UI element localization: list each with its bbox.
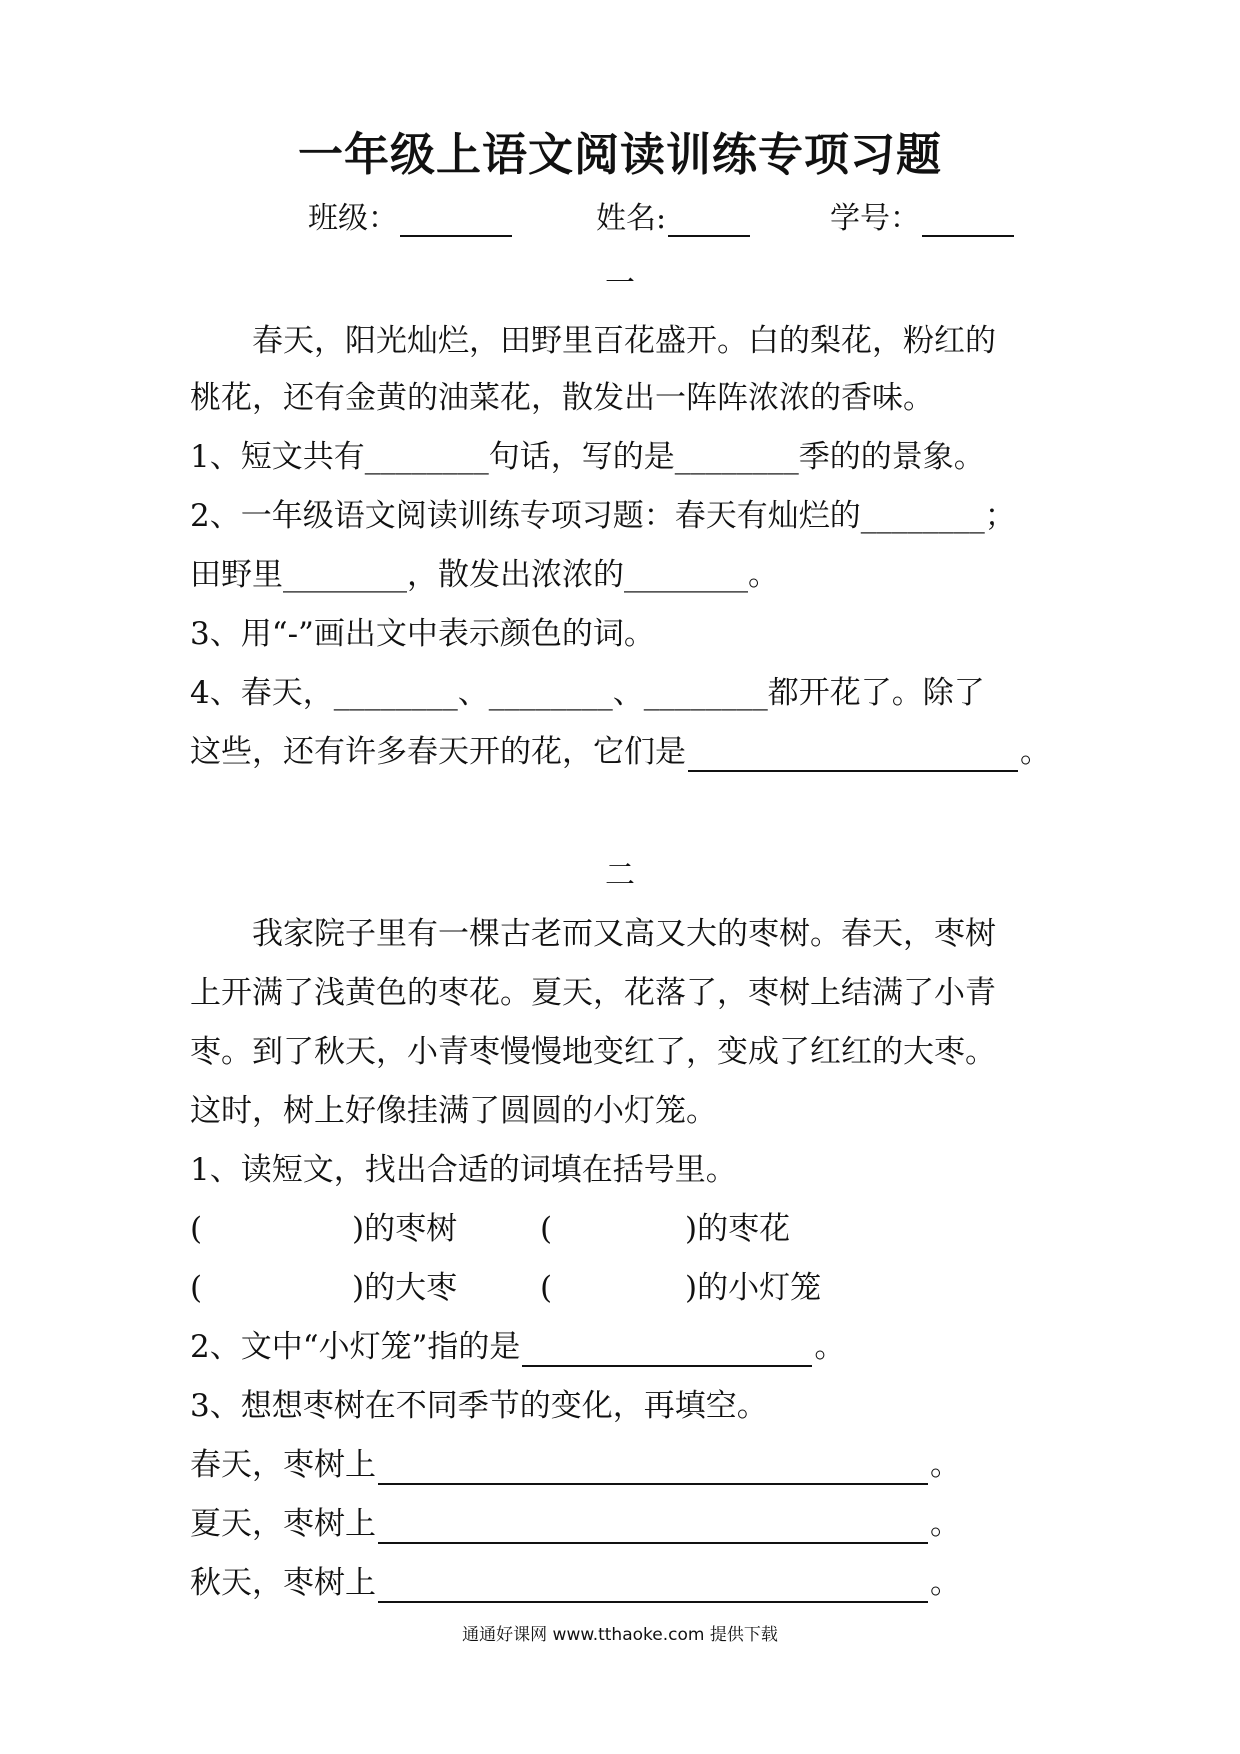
- question: 4、春天，________、________、________都开花了。除了: [190, 675, 985, 711]
- answer-blank[interactable]: [378, 1571, 928, 1603]
- answer-blank[interactable]: [378, 1512, 928, 1544]
- question: 2、一年级语文阅读训练专项习题：春天有灿烂的________；: [190, 498, 1016, 534]
- passage-line: 这时，树上好像挂满了圆圆的小灯笼。: [190, 1093, 717, 1129]
- footer-credit: 通通好课网 www.tthaoke.com 提供下载: [462, 1625, 778, 1645]
- paren-item: )的小灯笼: [685, 1270, 822, 1306]
- fill-end: 。: [930, 1506, 961, 1542]
- question: [190, 732, 1051, 772]
- fill-label: 秋天，枣树上: [190, 1565, 376, 1601]
- number-field: [830, 193, 1014, 237]
- passage-line: 春天，阳光灿烂，田野里百花盛开。白的梨花，粉红的: [252, 323, 996, 359]
- passage-line: 桃花，还有金黄的油菜花，散发出一阵阵浓浓的香味。: [190, 380, 934, 416]
- fill-row: [190, 1563, 961, 1603]
- answer-blank[interactable]: [378, 1453, 928, 1485]
- class-label: 班级：: [308, 201, 398, 236]
- question-end: 。: [814, 1329, 846, 1365]
- fill-end: 。: [930, 1565, 961, 1601]
- question: 3、想想枣树在不同季节的变化，再填空。: [190, 1388, 768, 1424]
- fill-label: 夏天，枣树上: [190, 1506, 376, 1542]
- passage-line: 枣。到了秋天，小青枣慢慢地变红了，变成了红红的大枣。: [190, 1034, 996, 1070]
- answer-blank[interactable]: [522, 1335, 812, 1367]
- question-text: 这些，还有许多春天开的花，它们是: [190, 734, 686, 770]
- paren-item: )的大枣: [352, 1270, 458, 1306]
- section-number: 二: [605, 858, 635, 893]
- question-end: 。: [1020, 734, 1051, 770]
- fill-label: 春天，枣树上: [190, 1447, 376, 1483]
- question: 田野里________，散发出浓浓的________。: [190, 557, 779, 593]
- paren-open: (: [540, 1270, 553, 1306]
- name-field: [596, 193, 750, 237]
- question: 3、用“-”画出文中表示颜色的词。: [190, 616, 655, 652]
- answer-blank[interactable]: [688, 740, 1018, 772]
- name-label: 姓名:: [596, 201, 667, 236]
- class-blank[interactable]: [400, 207, 512, 237]
- question: [190, 1327, 845, 1367]
- paren-open: (: [190, 1211, 203, 1247]
- name-blank[interactable]: [668, 207, 750, 237]
- question: 1、短文共有________句话，写的是________季的的景象。: [190, 439, 985, 475]
- class-field: [308, 193, 512, 237]
- paren-item: )的枣花: [685, 1211, 791, 1247]
- fill-row: [190, 1445, 961, 1485]
- fill-end: 。: [930, 1447, 961, 1483]
- paren-open: (: [190, 1270, 203, 1306]
- number-label: 学号：: [830, 201, 920, 236]
- page-title: 一年级上语文阅读训练专项习题: [297, 128, 942, 181]
- number-blank[interactable]: [922, 207, 1014, 237]
- question-text: 2、文中“小灯笼”指的是: [190, 1329, 521, 1365]
- question: 1、读短文，找出合适的词填在括号里。: [190, 1152, 737, 1188]
- paren-open: (: [540, 1211, 553, 1247]
- section-number: 一: [605, 266, 635, 301]
- passage-line: 上开满了浅黄色的枣花。夏天，花落了，枣树上结满了小青: [190, 975, 996, 1011]
- paren-item: )的枣树: [352, 1211, 458, 1247]
- passage-line: 我家院子里有一棵古老而又高又大的枣树。春天，枣树: [252, 916, 996, 952]
- fill-row: [190, 1504, 961, 1544]
